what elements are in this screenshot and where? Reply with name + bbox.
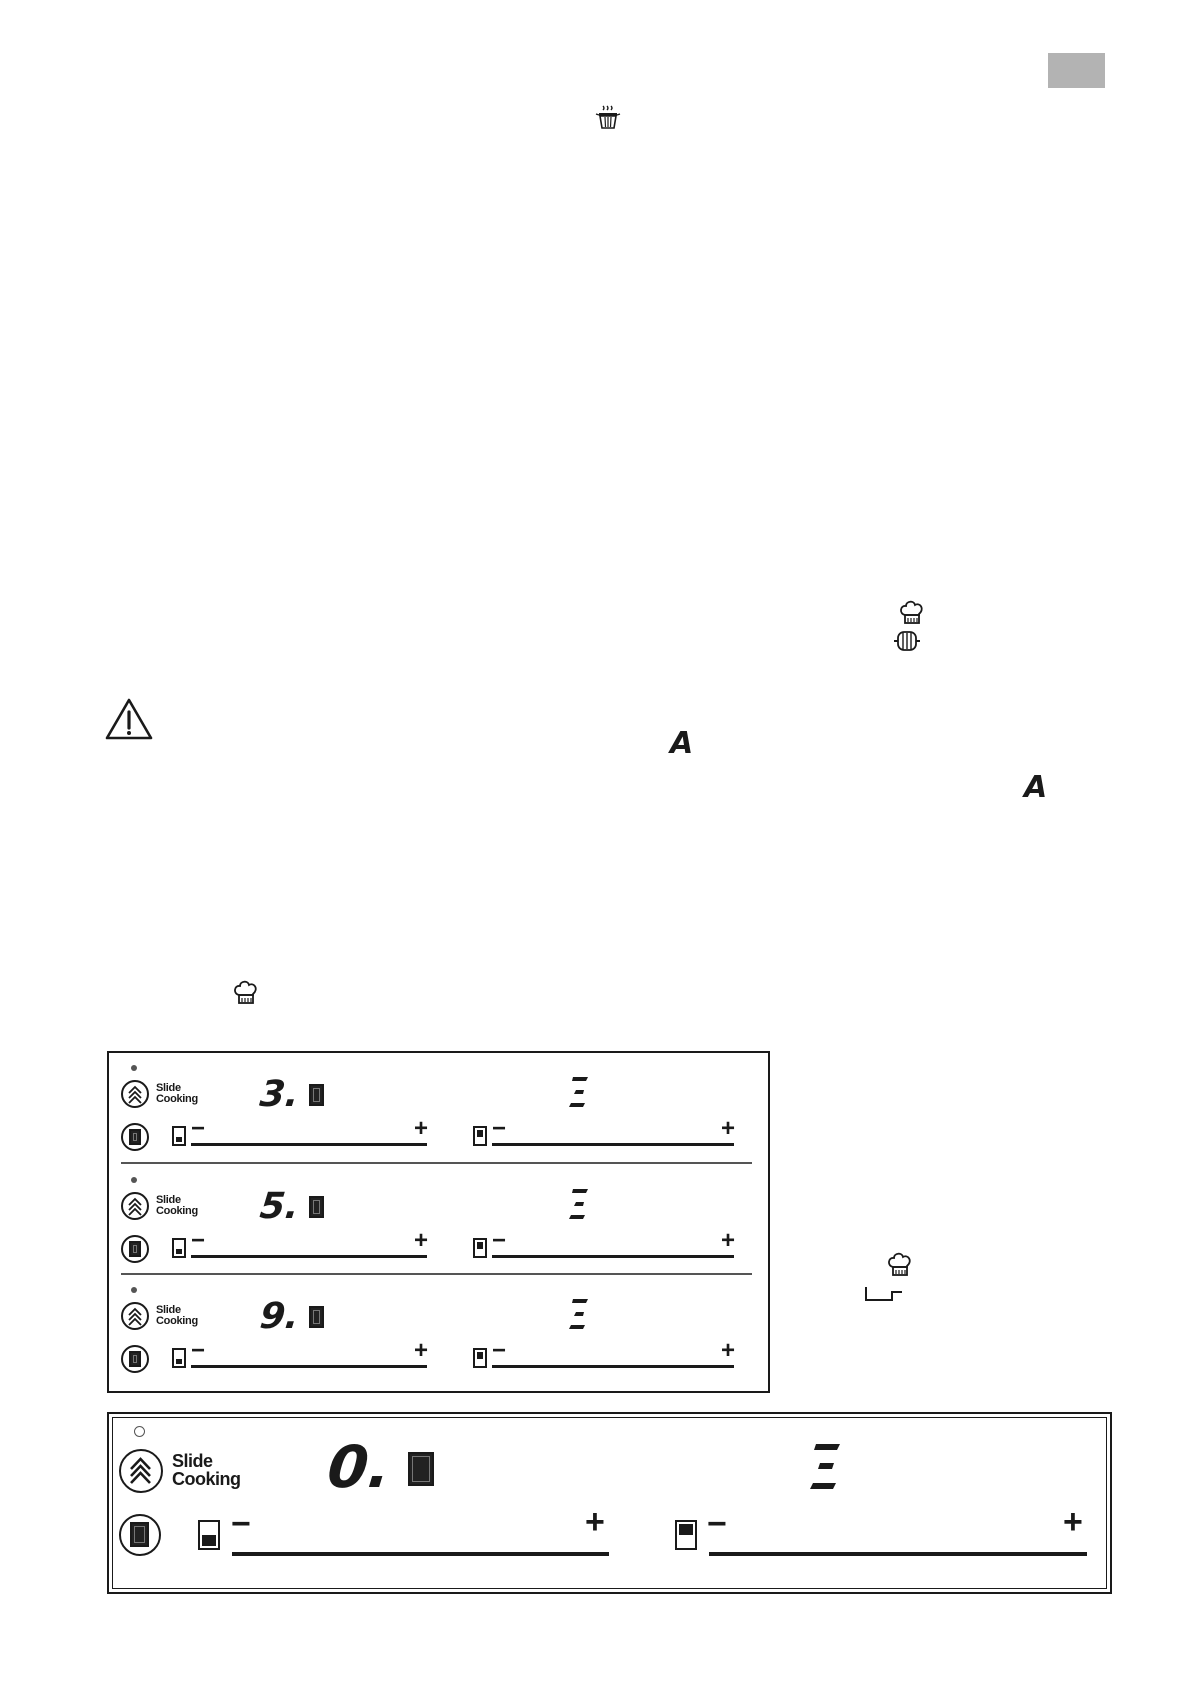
segment-bars-icon [568,1187,590,1221]
control-panel-large [107,1412,1112,1594]
slider-minus[interactable]: − [191,1227,206,1254]
power-button[interactable] [121,1345,149,1373]
warning-triangle-icon [104,697,154,741]
slider-minus[interactable]: − [492,1227,507,1254]
zone-front-icon [172,1238,186,1258]
power-button[interactable] [121,1123,149,1151]
row-divider [121,1273,752,1275]
slider-track[interactable] [191,1365,427,1368]
slide-cooking-button[interactable] [121,1192,149,1220]
zone-indicator [408,1452,434,1486]
slider-minus[interactable]: − [231,1505,251,1543]
power-button[interactable] [119,1514,161,1556]
slider-track[interactable] [492,1143,734,1146]
slide-cooking-button[interactable] [119,1449,163,1493]
chef-hat-icon [232,978,260,1006]
slider-minus[interactable]: − [492,1115,507,1142]
chef-hat-icon [886,1250,914,1278]
slider-plus[interactable]: + [585,1503,605,1541]
display-letter-a: A [1024,770,1048,805]
power-level-display: 9. [257,1296,301,1337]
zone-rear-icon [473,1348,487,1368]
zone-front-icon [172,1348,186,1368]
steam-basket-icon [595,104,621,130]
slide-cooking-button[interactable] [121,1080,149,1108]
pan-icon [864,1284,904,1304]
power-level-display: 3. [257,1074,301,1115]
slider-plus[interactable]: + [721,1227,736,1254]
segment-bars-icon [568,1075,590,1109]
slider-plus[interactable]: + [721,1337,736,1364]
control-panel-examples [107,1051,770,1393]
slider-plus[interactable]: + [414,1337,429,1364]
indicator-dot [131,1287,137,1293]
slider-plus[interactable]: + [414,1227,429,1254]
zone-rear-icon [473,1238,487,1258]
power-level-display: 5. [257,1186,301,1227]
power-level-display: 0. [324,1433,394,1501]
zone-front-icon [172,1126,186,1146]
indicator-dot [131,1177,137,1183]
display-letter-a: A [670,726,694,761]
indicator-dot [134,1426,145,1437]
slider-track[interactable] [232,1552,609,1556]
slide-cooking-label: Slide Cooking [172,1451,241,1489]
slider-plus[interactable]: + [1063,1503,1083,1541]
indicator-dot [131,1065,137,1071]
row-divider [121,1162,752,1164]
zone-indicator [309,1306,324,1328]
slider-plus[interactable]: + [721,1115,736,1142]
zone-indicator [309,1084,324,1106]
page-corner-tab [1048,53,1105,88]
slider-track[interactable] [191,1143,427,1146]
slider-minus[interactable]: − [191,1337,206,1364]
zone-indicator [309,1196,324,1218]
slide-cooking-label: Slide Cooking [156,1194,198,1217]
slide-cooking-label: Slide Cooking [156,1082,198,1105]
zone-rear-icon [473,1126,487,1146]
slider-track[interactable] [709,1552,1087,1556]
zone-rear-icon [675,1520,697,1550]
slider-minus[interactable]: − [191,1115,206,1142]
segment-bars-icon [808,1442,842,1492]
slider-minus[interactable]: − [707,1505,727,1543]
slider-minus[interactable]: − [492,1337,507,1364]
chef-hat-icon [898,598,926,626]
slide-cooking-button[interactable] [121,1302,149,1330]
slider-track[interactable] [191,1255,427,1258]
zone-front-icon [198,1520,220,1550]
slider-plus[interactable]: + [414,1115,429,1142]
roast-icon [894,630,920,652]
slider-track[interactable] [492,1255,734,1258]
power-button[interactable] [121,1235,149,1263]
slide-cooking-label: Slide Cooking [156,1304,198,1327]
segment-bars-icon [568,1297,590,1331]
slider-track[interactable] [492,1365,734,1368]
